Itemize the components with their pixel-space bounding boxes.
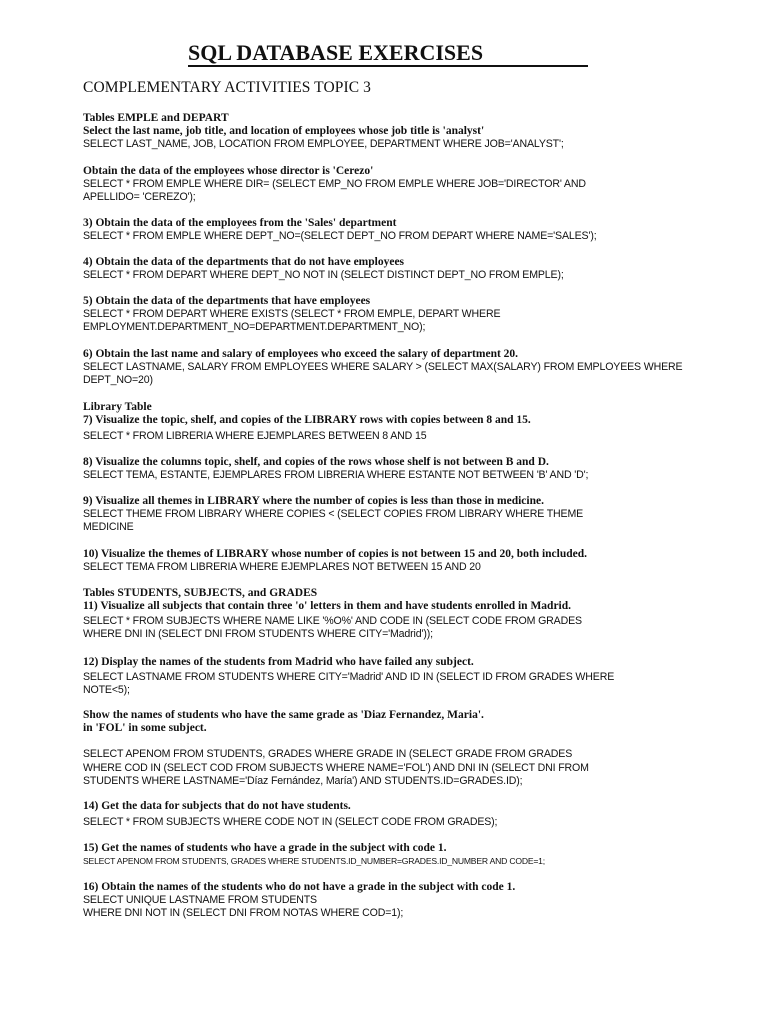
exercise-block bbox=[83, 881, 723, 921]
exercise-heading: Obtain the data of the employees whose director is 'Cerezo' bbox=[83, 165, 374, 177]
sql-query: SELECT APENOM FROM STUDENTS, GRADES WHERE GRADE IN (SELECT GRADE FROM GRADES WHERE COD IN (SELECT COD FROM SUBJECTS WHERE NAME='FOL') AND DNI IN (SELECT DNI FROM STUDENTS WHERE LASTNAME='Díaz Fernández, María') AND STUDENTS.ID=GRADES.ID); bbox=[83, 748, 589, 787]
exercise-heading: 7) Visualize the topic, shelf, and copies of the LIBRARY rows with copies between 8 and 15. bbox=[83, 414, 531, 426]
exercise-block bbox=[83, 842, 723, 868]
section-heading: Tables EMPLE and DEPART bbox=[83, 112, 229, 124]
exercise-heading: 16) Obtain the names of the students who do not have a grade in the subject with code 1. bbox=[83, 881, 516, 893]
exercise-heading: 8) Visualize the columns topic, shelf, and copies of the rows whose shelf is not between B and D. bbox=[83, 456, 549, 468]
exercise-heading: 14) Get the data for subjects that do not have students. bbox=[83, 800, 351, 812]
sql-query: SELECT LAST_NAME, JOB, LOCATION FROM EMPLOYEE, DEPARTMENT WHERE JOB='ANALYST'; bbox=[83, 138, 564, 150]
sql-query: SELECT * FROM SUBJECTS WHERE CODE NOT IN (SELECT CODE FROM GRADES); bbox=[83, 816, 498, 828]
exercise-block bbox=[83, 548, 723, 574]
sql-query: SELECT LASTNAME FROM STUDENTS WHERE CITY='Madrid' AND ID IN (SELECT ID FROM GRADES WHERE NOTE<5); bbox=[83, 671, 615, 697]
exercise-heading: Select the last name, job title, and location of employees whose job title is 'analyst' bbox=[83, 125, 485, 137]
exercise-block bbox=[83, 165, 723, 205]
exercise-heading: 9) Visualize all themes in LIBRARY where the number of copies is less than those in medicine. bbox=[83, 495, 544, 507]
exercise-block bbox=[83, 217, 723, 243]
exercise-block bbox=[83, 495, 723, 535]
exercise-heading: 6) Obtain the last name and salary of employees who exceed the salary of department 20. bbox=[83, 348, 519, 360]
sql-query: SELECT TEMA FROM LIBRERIA WHERE EJEMPLARES NOT BETWEEN 15 AND 20 bbox=[83, 561, 481, 573]
exercise-heading: 15) Get the names of students who have a grade in the subject with code 1. bbox=[83, 842, 447, 854]
exercise-block bbox=[83, 587, 723, 642]
document-title: SQL DATABASE EXERCISES bbox=[188, 40, 588, 67]
exercise-heading: 11) Visualize all subjects that contain three 'o' letters in them and have students enrolled in Madrid. bbox=[83, 600, 572, 612]
exercise-block bbox=[83, 456, 723, 482]
exercise-heading: in 'FOL' in some subject. bbox=[83, 722, 207, 734]
sql-query: SELECT * FROM DEPART WHERE DEPT_NO NOT IN (SELECT DISTINCT DEPT_NO FROM EMPLE); bbox=[83, 269, 564, 281]
exercise-block bbox=[83, 112, 723, 151]
sql-query: SELECT APENOM FROM STUDENTS, GRADES WHERE STUDENTS.ID_NUMBER=GRADES.ID_NUMBER AND CODE=1; bbox=[83, 856, 545, 866]
exercise-block bbox=[83, 656, 723, 698]
sql-query: SELECT * FROM LIBRERIA WHERE EJEMPLARES BETWEEN 8 AND 15 bbox=[83, 430, 427, 442]
exercise-block bbox=[83, 709, 723, 788]
section-heading: Library Table bbox=[83, 401, 152, 413]
sql-query: SELECT THEME FROM LIBRARY WHERE COPIES < (SELECT COPIES FROM LIBRARY WHERE THEME MEDICINE bbox=[83, 508, 584, 534]
sql-query: SELECT * FROM EMPLE WHERE DIR= (SELECT EMP_NO FROM EMPLE WHERE JOB='DIRECTOR' AND APELLIDO= 'CEREZO'); bbox=[83, 178, 586, 204]
exercise-block bbox=[83, 256, 723, 282]
exercise-heading: Show the names of students who have the same grade as 'Diaz Fernandez, Maria'. bbox=[83, 709, 484, 721]
sql-query: SELECT LASTNAME, SALARY FROM EMPLOYEES WHERE SALARY > (SELECT MAX(SALARY) FROM EMPLOYEES WHERE DEPT_NO=20) bbox=[83, 361, 683, 387]
sql-query: SELECT TEMA, ESTANTE, EJEMPLARES FROM LIBRERIA WHERE ESTANTE NOT BETWEEN 'B' AND 'D'; bbox=[83, 469, 589, 481]
exercise-heading: 5) Obtain the data of the departments that have employees bbox=[83, 295, 371, 307]
exercise-block bbox=[83, 348, 723, 388]
exercise-heading: 4) Obtain the data of the departments that do not have employees bbox=[83, 256, 405, 268]
exercise-block bbox=[83, 401, 723, 443]
exercise-block bbox=[83, 800, 723, 829]
exercise-heading: 3) Obtain the data of the employees from the 'Sales' department bbox=[83, 217, 397, 229]
exercise-heading: 12) Display the names of the students from Madrid who have failed any subject. bbox=[83, 656, 474, 668]
document-subtitle: COMPLEMENTARY ACTIVITIES TOPIC 3 bbox=[83, 79, 372, 96]
sql-query: SELECT * FROM DEPART WHERE EXISTS (SELECT * FROM EMPLE, DEPART WHERE EMPLOYMENT.DEPARTMENT_NO=DEPARTMENT.DEPARTMENT_NO); bbox=[83, 308, 501, 334]
sql-query: SELECT UNIQUE LASTNAME FROM STUDENTS WHERE DNI NOT IN (SELECT DNI FROM NOTAS WHERE COD=1); bbox=[83, 894, 404, 920]
sql-query: SELECT * FROM EMPLE WHERE DEPT_NO=(SELECT DEPT_NO FROM DEPART WHERE NAME='SALES'); bbox=[83, 230, 597, 242]
section-heading: Tables STUDENTS, SUBJECTS, and GRADES bbox=[83, 587, 318, 599]
exercise-block bbox=[83, 295, 723, 335]
sql-query: SELECT * FROM SUBJECTS WHERE NAME LIKE '%O%' AND CODE IN (SELECT CODE FROM GRADES WHERE DNI IN (SELECT DNI FROM STUDENTS WHERE CITY='Madrid')); bbox=[83, 615, 582, 641]
exercise-heading: 10) Visualize the themes of LIBRARY whose number of copies is not between 15 and 20, both included. bbox=[83, 548, 588, 560]
